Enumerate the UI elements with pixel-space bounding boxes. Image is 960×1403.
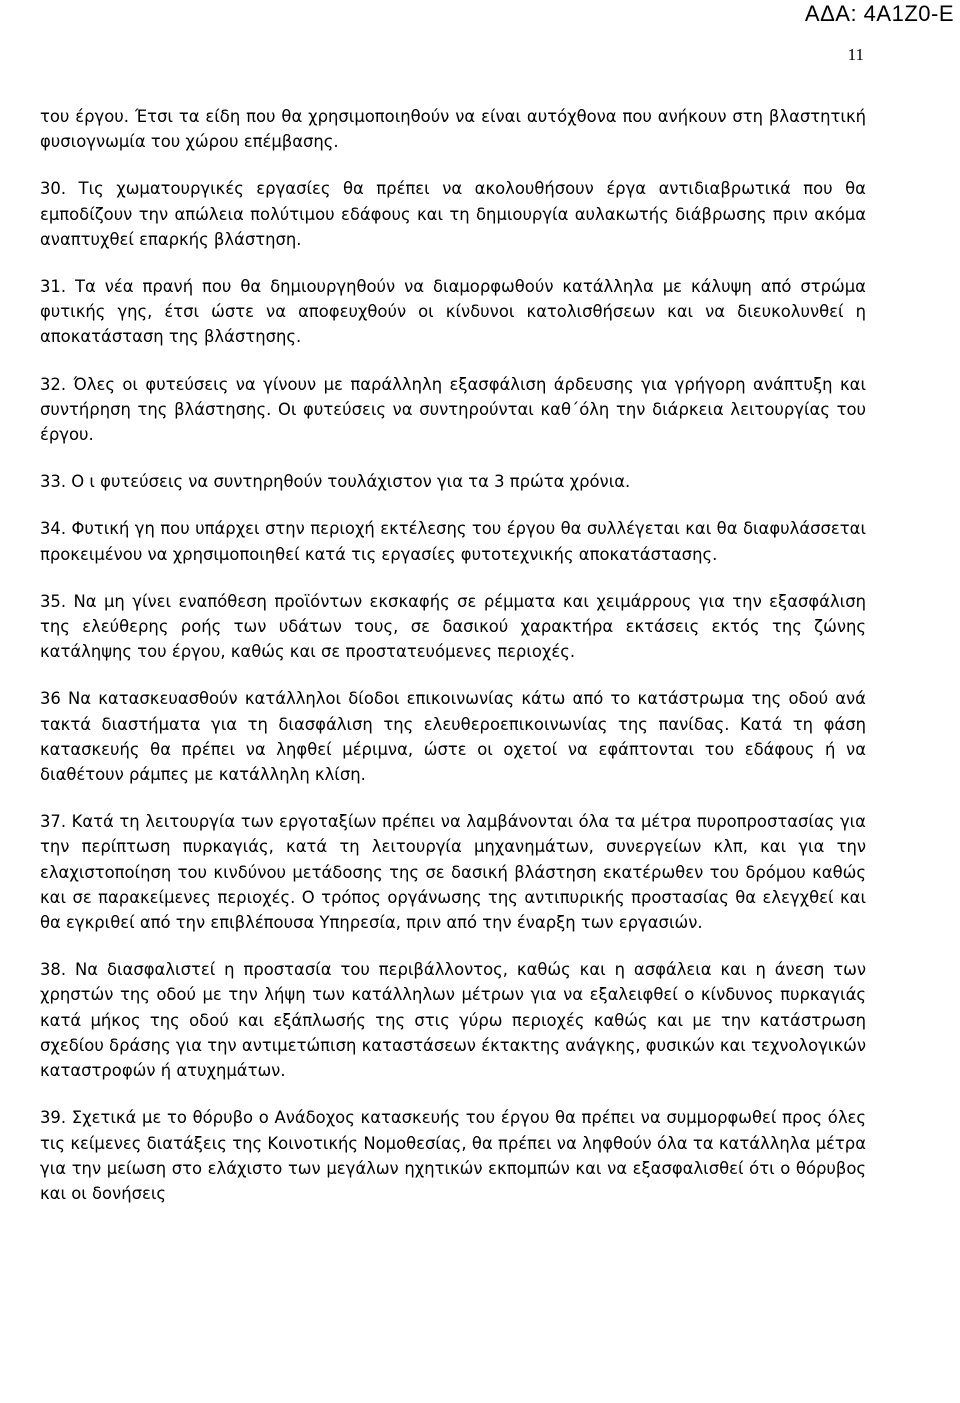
paragraph-33: 33. Ο ι φυτεύσεις να συντηρηθούν τουλάχιστον για τα 3 πρώτα χρόνια.: [40, 472, 631, 492]
paragraph-39: 39. Σχετικά με το θόρυβο ο Ανάδοχος κατασκευής του έργου θα πρέπει να συμμορφωθεί προς όλες τις κείμενες διατάξεις της Κοινοτικής Νομοθεσίας, θα πρέπει να ληφθούν όλα τα κατάλληλα μέτρα για την μείωση στο ελάχιστο των μεγάλων ηχητικών εκπομπών και να εξασφαλισθεί ότι ο θόρυβος και οι δονήσεις: [40, 1108, 866, 1203]
paragraph-35: 35. Να μη γίνει εναπόθεση προϊόντων εκσκαφής σε ρέμματα και χειμάρρους για την εξασφάλιση της ελεύθερης ροής των υδάτων τους, σε δασικού χαρακτήρα εκτάσεις εκτός της ζώνης κατάληψης του έργου, καθώς και σε προστατευόμενες περιοχές.: [40, 591, 866, 662]
paragraph-37: 37. Κατά τη λειτουργία των εργοταξίων πρέπει να λαμβάνονται όλα τα μέτρα πυροπροστασίας για την περίπτωση πυρκαγιάς, κατά τη λειτουργία μηχανημάτων, συνεργείων κλπ, και για την ελαχιστοποίηση του κινδύνου μετάδοσης της σε δασική βλάστηση εκατέρωθεν του δρόμου καθώς και σε παρακείμενες περιοχές. Ο τρόπος οργάνωσης της αντιπυρικής προστασίας θα ελεγχθεί και θα εγκριθεί από την επιβλέπουσα Υπηρεσία, πριν από την έναρξη των εργασιών.: [40, 812, 866, 933]
paragraph-36: 36 Να κατασκευασθούν κατάλληλοι δίοδοι επικοινωνίας κάτω από το κατάστρωμα της οδού ανά τακτά διαστήματα για τη διασφάλιση της ελευθεροεπικοινωνίας της πανίδας. Κατά τη φάση κατασκευής θα πρέπει να ληφθεί μέριμνα, ώστε οι οχετοί να εφάπτονται του εδάφους ή να διαθέτουν ράμπες με κατάλληλη κλίση.: [40, 689, 866, 785]
paragraph-34: 34. Φυτική γη που υπάρχει στην περιοχή εκτέλεσης του έργου θα συλλέγεται και θα διαφυλάσσεται προκειμένου να χρησιμοποιηθεί κατά τις εργασίες φυτοτεχνικής αποκατάστασης.: [40, 519, 866, 564]
paragraph-32: 32. Όλες οι φυτεύσεις να γίνουν με παράλληλη εξασφάλιση άρδευσης για γρήγορη ανάπτυξη και συντήρηση της βλάστησης. Οι φυτεύσεις να συντηρούνται καθ΄όλη την διάρκεια λειτουργίας του έργου.: [40, 374, 866, 445]
paragraph-31: 31. Τα νέα πρανή που θα δημιουργηθούν να διαμορφωθούν κατάλληλα με κάλυψη από στρώμα φυτικής γης, έτσι ώστε να αποφευχθούν οι κίνδυνοι κατολισθήσεων και να διευκολυνθεί η αποκατάσταση της βλάστησης.: [40, 277, 866, 347]
page-number: 11: [847, 45, 864, 64]
document-body: [40, 104, 866, 1228]
ada-code: ΑΔΑ: 4Α1Ζ0-Ε: [804, 1, 954, 26]
paragraph-38: 38. Να διασφαλιστεί η προστασία του περιβάλλοντος, καθώς και η ασφάλεια και η άνεση των χρηστών της οδού με την λήψη των κατάλληλων μέτρων για να εξαλειφθεί ο κίνδυνος πυρκαγιάς κατά μήκος της οδού και εξάπλωσής της στις γύρω περιοχές καθώς και με την κατάστρωση σχεδίου δράσης για την αντιμετώπιση καταστάσεων έκτακτης ανάγκης, φυσικών και τεχνολογικών καταστροφών ή ατυχημάτων.: [40, 960, 866, 1081]
paragraph-30: 30. Τις χωματουργικές εργασίες θα πρέπει να ακολουθήσουν έργα αντιδιαβρωτικά που θα εμποδίζουν την απώλεια πολύτιμου εδάφους και τη δημιουργία αυλακωτής διάβρωσης πριν ακόμα αναπτυχθεί επαρκής βλάστηση.: [40, 179, 866, 249]
paragraph-continuation: του έργου. Έτσι τα είδη που θα χρησιμοποιηθούν να είναι αυτόχθονα που ανήκουν στη βλαστητική φυσιογνωμία του χώρου επέμβασης.: [40, 107, 866, 152]
